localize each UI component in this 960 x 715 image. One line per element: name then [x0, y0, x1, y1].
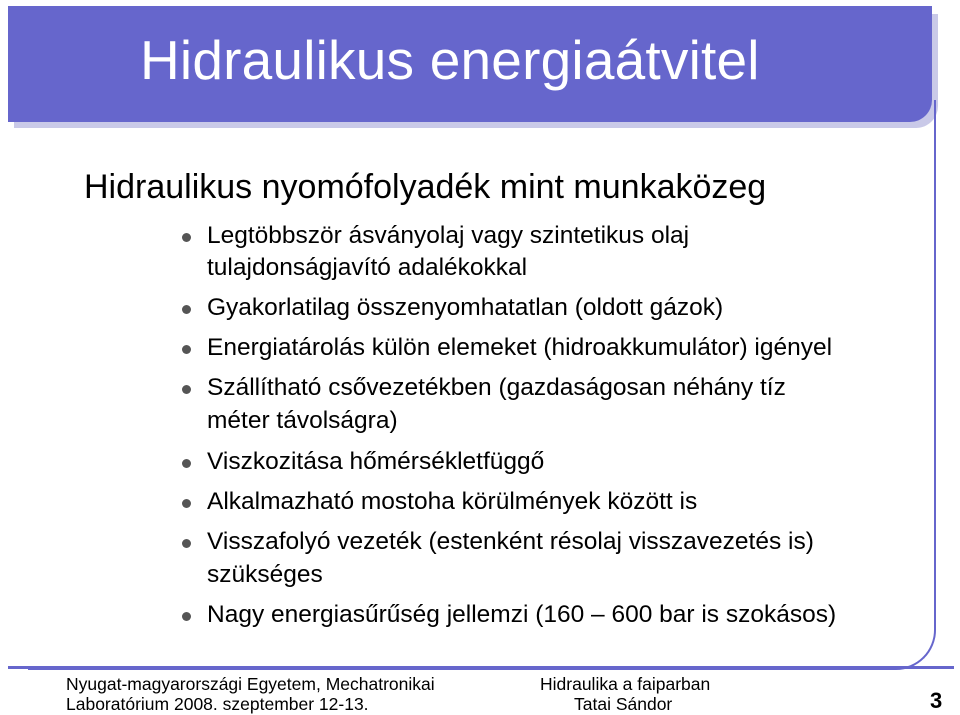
bullet-text: tulajdonságjavító adalékokkal	[207, 254, 528, 281]
bullet-text: Viszkozitása hőmérsékletfüggő	[207, 448, 545, 475]
bullet-text: Gyakorlatilag összenyomhatatlan (oldott gázok)	[207, 294, 724, 321]
bullet-text: méter távolságra)	[207, 407, 398, 434]
bullet-text: Legtöbbször ásványolaj vagy szintetikus olaj	[207, 222, 690, 249]
bullet-dot-icon	[182, 385, 191, 394]
bullet-dot-icon	[182, 305, 191, 314]
slide-subheading: Hidraulikus nyomófolyadék mint munkaközeg	[84, 168, 767, 206]
bullet-dot-icon	[182, 459, 191, 468]
footer-institution-line1: Nyugat-magyarországi Egyetem, Mechatronikai	[66, 674, 435, 694]
footer-author: Tatai Sándor	[574, 694, 673, 714]
bullet-dot-icon	[182, 345, 191, 354]
bullet-text: Alkalmazható mostoha körülmények között is	[207, 488, 698, 515]
bullet-text: Szállítható csővezetékben (gazdaságosan néhány tíz	[207, 374, 786, 401]
footer-course-title: Hidraulika a faiparban	[540, 674, 711, 694]
bullet-text: Visszafolyó vezeték (estenként résolaj visszavezetés is)	[207, 528, 814, 555]
bullet-text: Energiatárolás külön elemeket (hidroakkumulátor) igényel	[207, 334, 833, 361]
bullet-dot-icon	[182, 612, 191, 621]
slide-title: Hidraulikus energiaátvitel	[140, 29, 760, 91]
footer-institution-line2: Laboratórium 2008. szeptember 12-13.	[66, 694, 369, 714]
page-number: 3	[930, 688, 943, 713]
bullet-dot-icon	[182, 539, 191, 548]
bullet-dot-icon	[182, 233, 191, 242]
bullet-text: Nagy energiasűrűség jellemzi (160 – 600 bar is szokásos)	[207, 601, 837, 628]
bullet-text: szükséges	[207, 561, 323, 588]
bullet-dot-icon	[182, 499, 191, 508]
footer-divider	[8, 666, 954, 669]
